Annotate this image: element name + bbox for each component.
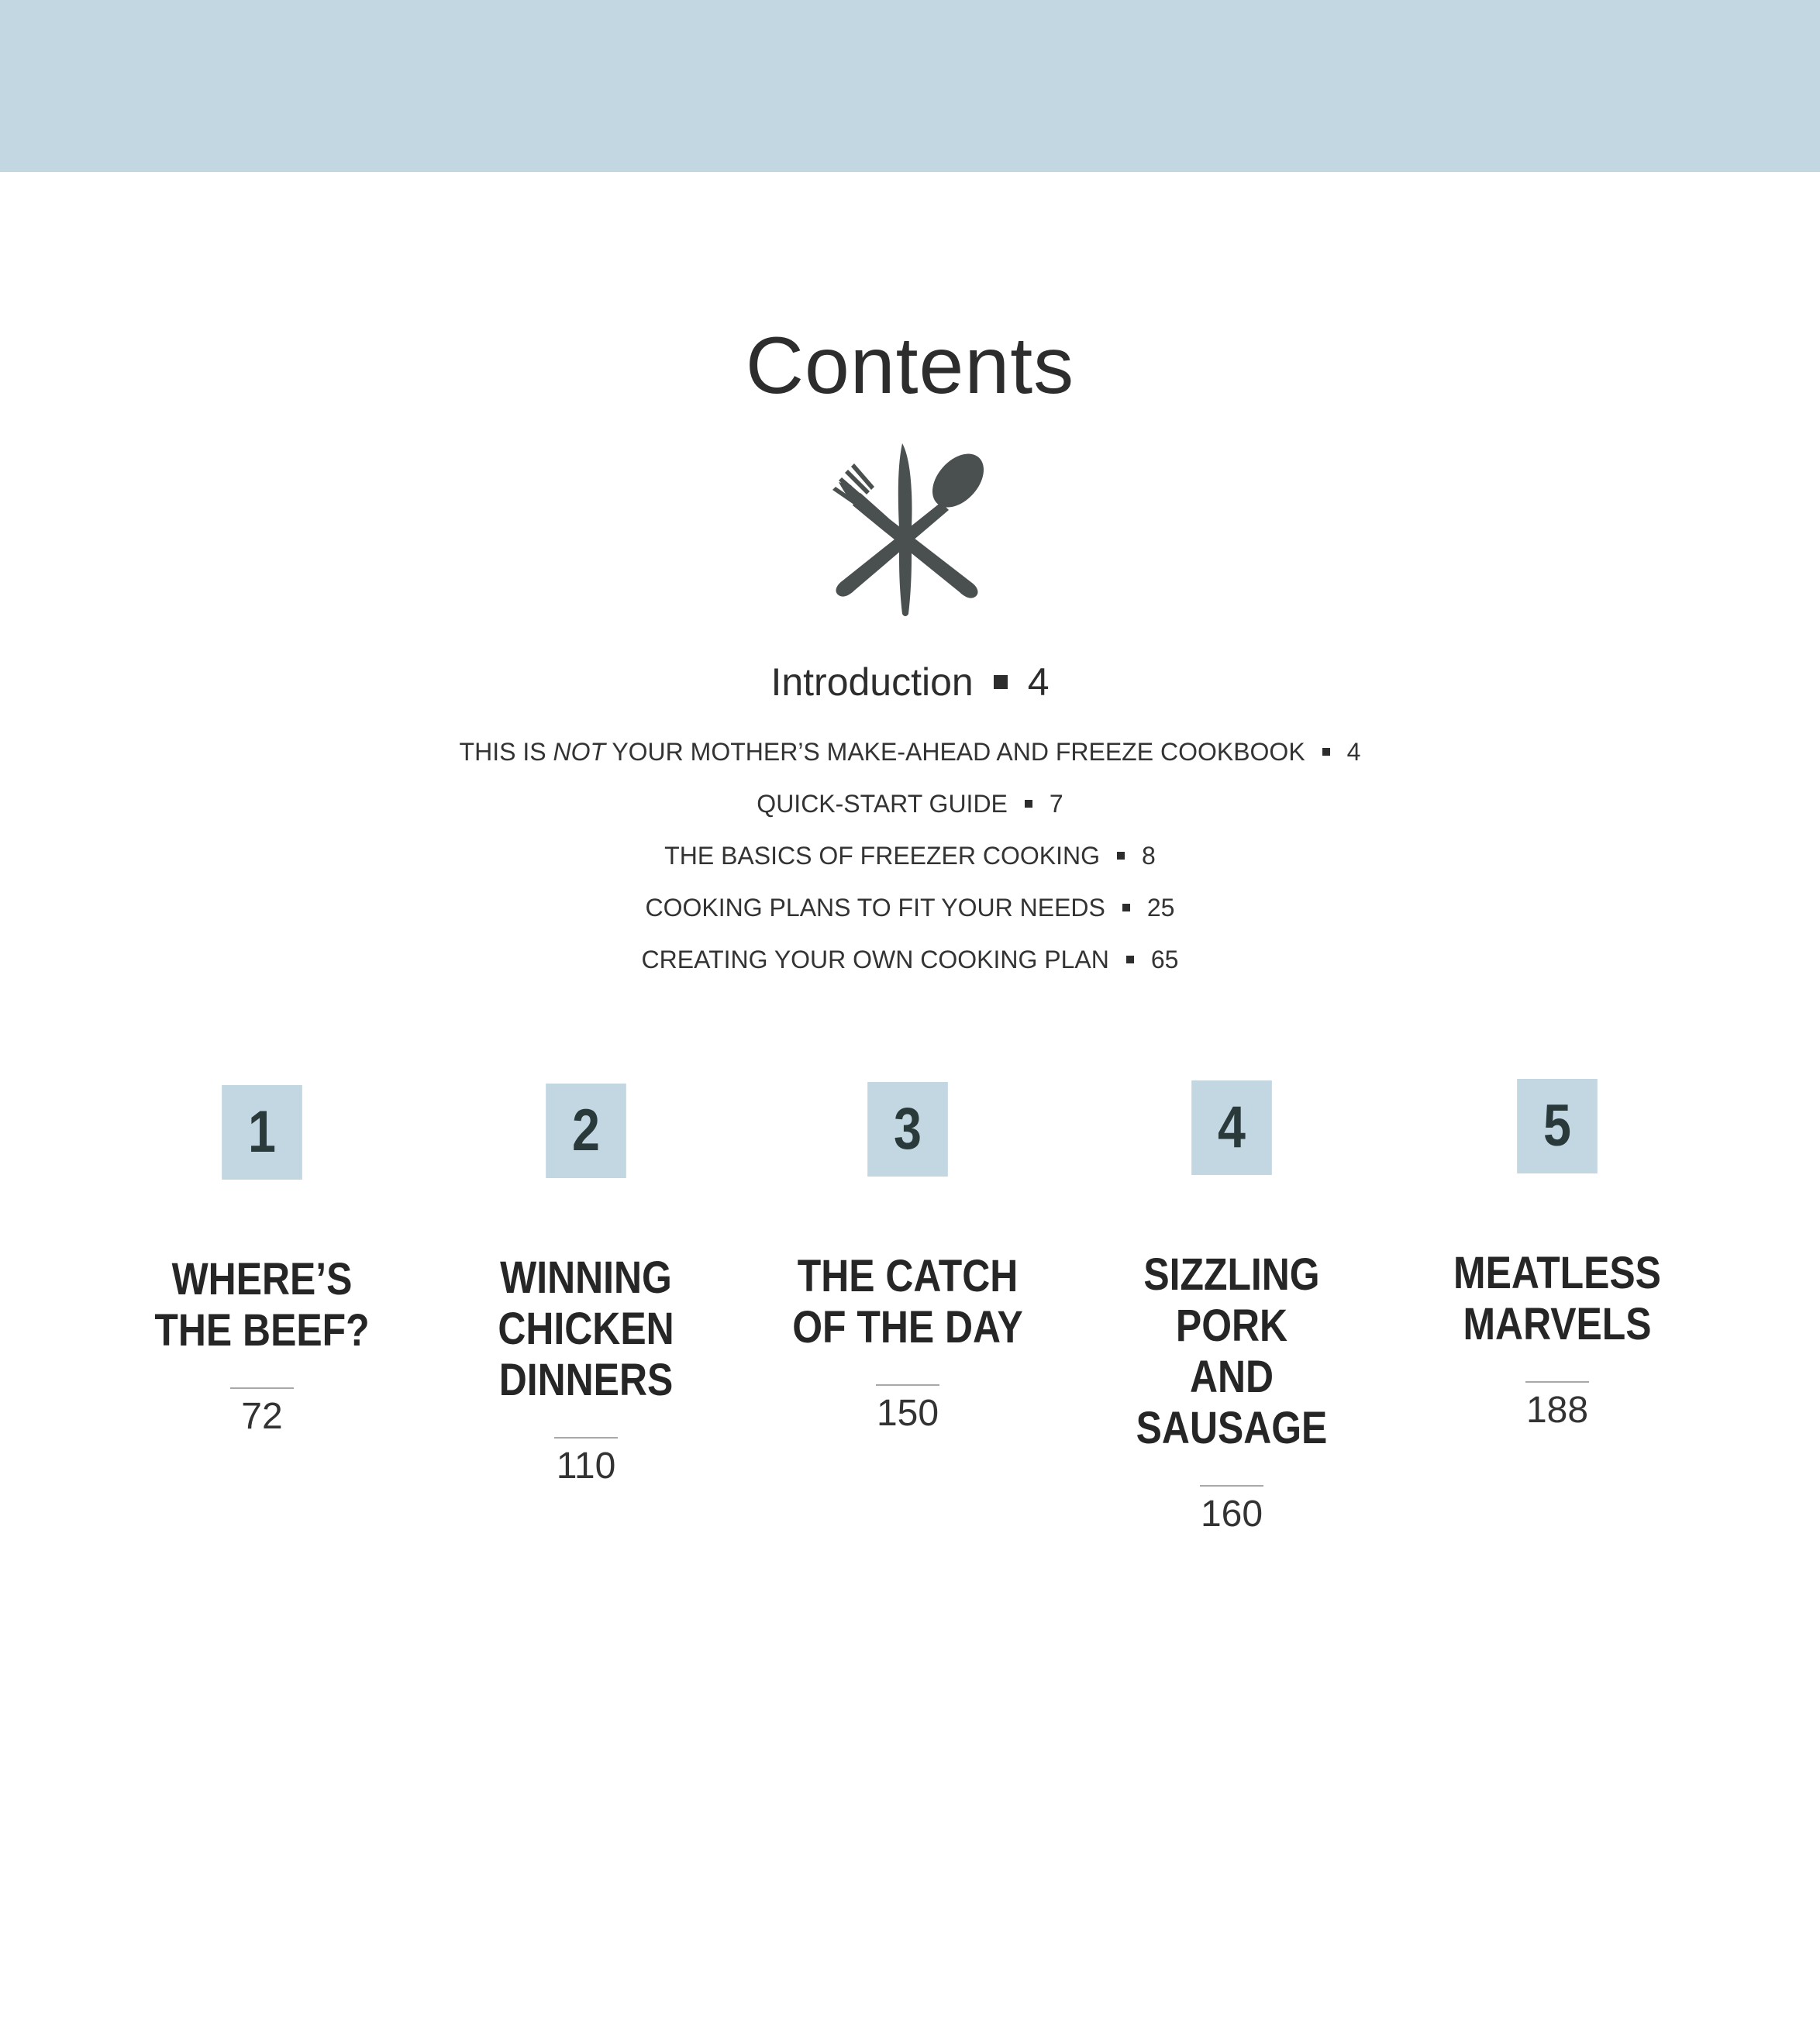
- section-label: COOKING PLANS TO FIT YOUR NEEDS: [645, 894, 1105, 922]
- chapter-title: WHERE’S THE BEEF?: [154, 1254, 370, 1356]
- section-page-number: 25: [1146, 894, 1175, 922]
- intro-page-number: 4: [1027, 660, 1050, 704]
- chapter-title: THE CATCH OF THE DAY: [792, 1251, 1023, 1352]
- divider-rule: [1525, 1381, 1589, 1383]
- section-entry[interactable]: [0, 840, 1820, 892]
- section-page-number: 7: [1049, 790, 1063, 818]
- chapter-page-number: 160: [1200, 1494, 1263, 1535]
- section-label: CREATING YOUR OWN COOKING PLAN: [641, 946, 1109, 973]
- chapter-title: SIZZLING PORK AND SAUSAGE: [1136, 1249, 1328, 1453]
- section-label: THE BASICS OF FREEZER COOKING: [664, 842, 1101, 870]
- chapter-4[interactable]: [1069, 1080, 1394, 1533]
- divider-rule: [554, 1437, 618, 1439]
- chapter-page-number: 188: [1525, 1390, 1589, 1431]
- section-page-number: 4: [1346, 738, 1361, 766]
- chapter-number-badge: 3: [867, 1082, 948, 1177]
- section-entry[interactable]: [0, 788, 1820, 840]
- intro-section-list: [0, 736, 1820, 996]
- bullet-icon: [1322, 748, 1330, 756]
- divider-rule: [230, 1387, 294, 1389]
- section-entry[interactable]: [0, 736, 1820, 788]
- intro-entry[interactable]: [0, 660, 1820, 704]
- chapter-number-badge: 1: [222, 1085, 302, 1180]
- bullet-icon: [994, 675, 1008, 689]
- section-page-number: 65: [1150, 946, 1179, 973]
- fork-knife-spoon-icon: [825, 442, 992, 617]
- bullet-icon: [1025, 800, 1032, 808]
- divider-rule: [876, 1384, 939, 1386]
- section-entry[interactable]: [0, 944, 1820, 996]
- chapter-title: MEATLESS MARVELS: [1453, 1248, 1661, 1349]
- intro-label: Introduction: [770, 660, 974, 704]
- chapter-number-badge: 4: [1191, 1080, 1272, 1175]
- chapter-1[interactable]: [99, 1085, 425, 1435]
- chapter-page-number: 72: [241, 1396, 283, 1437]
- chapter-2[interactable]: [423, 1084, 749, 1485]
- chapter-number-badge: 2: [546, 1084, 626, 1178]
- section-label: QUICK-START GUIDE: [757, 790, 1008, 818]
- chapter-page-number: 150: [876, 1393, 939, 1434]
- section-page-number: 8: [1142, 842, 1156, 870]
- chapter-title: WINNING CHICKEN DINNERS: [498, 1253, 674, 1405]
- chapter-3[interactable]: [745, 1082, 1070, 1432]
- divider-rule: [1200, 1485, 1263, 1487]
- chapter-5[interactable]: [1394, 1079, 1720, 1429]
- section-label: THIS IS NOT YOUR MOTHER’S MAKE-AHEAD AND FREEZE COOKBOOK: [459, 738, 1305, 766]
- bullet-icon: [1117, 852, 1125, 860]
- bullet-icon: [1122, 904, 1130, 911]
- chapter-number-badge: 5: [1517, 1079, 1598, 1173]
- page-title: Contents: [745, 321, 1075, 411]
- section-entry[interactable]: [0, 892, 1820, 944]
- bullet-icon: [1126, 956, 1134, 963]
- chapter-page-number: 110: [556, 1445, 616, 1487]
- header-color-band: [0, 0, 1820, 172]
